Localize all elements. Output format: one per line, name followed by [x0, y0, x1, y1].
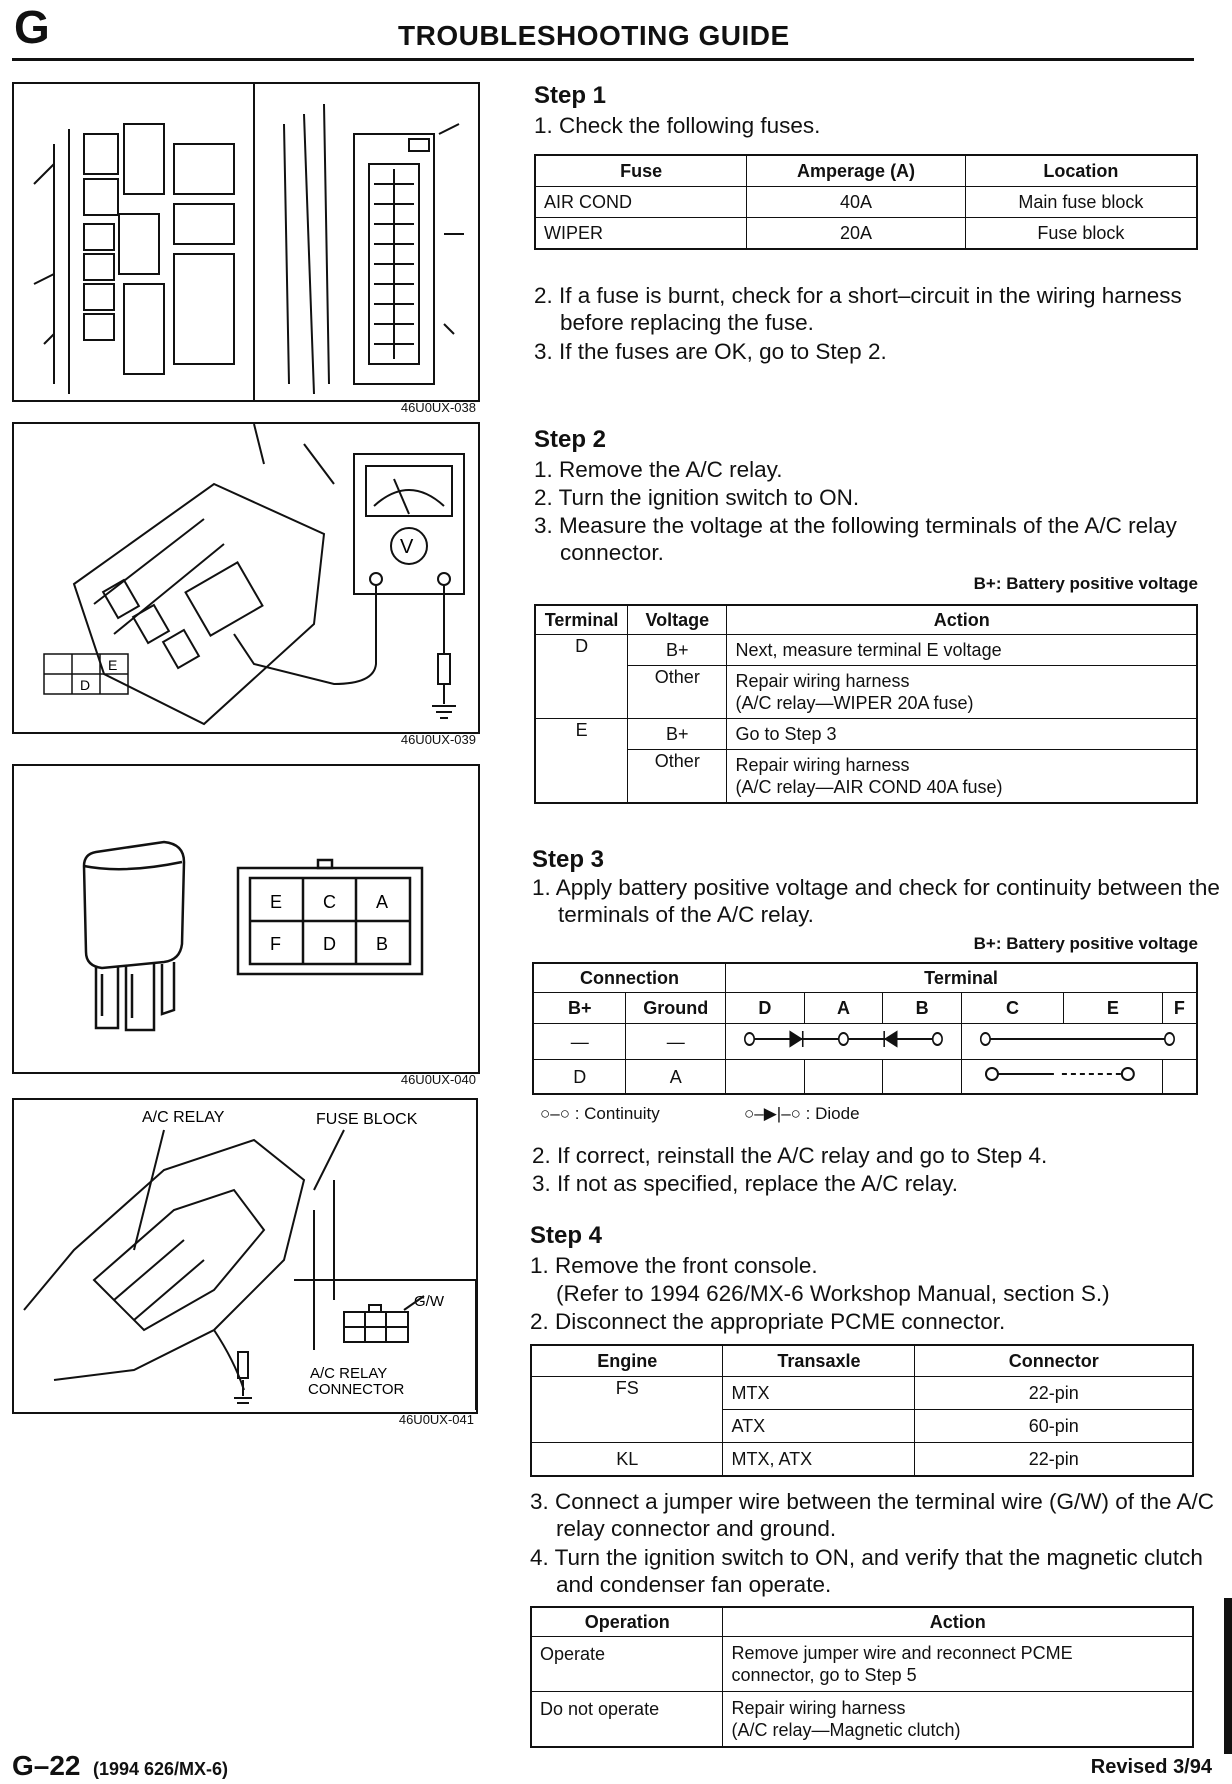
action-line-2: (A/C relay—Magnetic clutch)	[731, 1720, 961, 1740]
action-col-header: Action	[723, 1607, 1193, 1637]
transaxle-cell: MTX, ATX	[723, 1443, 915, 1477]
terminal-a-label: A	[376, 892, 389, 912]
step-4-line-3: 3. Connect a jumper wire between the terminal wire (G/W) of the A/C relay connector and ground.	[530, 1489, 1215, 1541]
ac-relay-label: A/C RELAY	[142, 1109, 225, 1126]
operation-table-header	[531, 1607, 1193, 1637]
terminal-d-label: D	[323, 934, 336, 954]
voltage-table-header	[535, 605, 1197, 635]
revision-label: Revised 3/94	[1090, 1756, 1212, 1778]
model-label: (1994 626/MX-6)	[92, 1759, 229, 1779]
table-row	[535, 666, 1197, 719]
pcme-connector-table	[530, 1344, 1194, 1477]
step-1-heading: Step 1	[534, 82, 607, 109]
action-line-1: Repair wiring harness	[735, 755, 910, 775]
voltage-col-header: Voltage	[628, 605, 727, 635]
action-cell	[727, 666, 1197, 719]
continuity-line-icon	[962, 1060, 1162, 1088]
step-3-heading: Step 3	[532, 846, 605, 873]
voltage-cell: B+	[628, 719, 727, 750]
terminal-b-header: B	[883, 993, 962, 1024]
step-4-heading: Step 4	[530, 1222, 603, 1249]
figure-voltage-measure	[12, 422, 480, 734]
step-4-line-2: 2. Disconnect the appropriate PCME connector.	[530, 1309, 1006, 1334]
empty-cell	[883, 1060, 962, 1095]
connector-cell: 22-pin	[915, 1377, 1193, 1410]
step-3-line-2: 2. If correct, reinstall the A/C relay and go to Step 4.	[532, 1143, 1048, 1168]
diode-symbol-cell	[726, 1024, 962, 1060]
continuity-legend: ○–○ : Continuity	[540, 1104, 660, 1123]
engine-cell: KL	[531, 1443, 723, 1477]
location-cell: Main fuse block	[965, 187, 1197, 218]
connector-cell: 60-pin	[915, 1410, 1193, 1443]
terminal-group-header: Terminal	[726, 963, 1197, 993]
voltage-cell: Other	[628, 666, 727, 719]
relay-location-illustration	[14, 1100, 476, 1412]
transaxle-cell: ATX	[723, 1410, 915, 1443]
section-letter: G	[14, 1, 50, 53]
action-line-1: Next, measure terminal E voltage	[735, 640, 1002, 660]
voltage-table	[534, 604, 1198, 804]
bplus-cell: —	[533, 1024, 626, 1060]
terminal-f-label: F	[270, 934, 281, 954]
figure-3-caption: 46U0UX-040	[400, 1072, 476, 1087]
voltmeter-v-label: V	[400, 536, 414, 558]
action-line-2: (A/C relay—WIPER 20A fuse)	[735, 693, 974, 713]
operation-col-header: Operation	[531, 1607, 723, 1637]
terminal-c-header: C	[961, 993, 1063, 1024]
terminal-e-label: E	[270, 892, 283, 912]
terminal-d-header: D	[726, 993, 805, 1024]
action-line-2: (A/C relay—AIR COND 40A fuse)	[735, 777, 1003, 797]
bplus-col-header: B+	[533, 993, 626, 1024]
step-2-line-2: 2. Turn the ignition switch to ON.	[534, 485, 860, 510]
step-4-line-4: 4. Turn the ignition switch to ON, and verify that the magnetic clutch and condenser fan operate.	[530, 1545, 1203, 1597]
fuse-block-label: FUSE BLOCK	[316, 1111, 418, 1128]
action-cell	[727, 719, 1197, 750]
action-cell	[727, 635, 1197, 666]
terminal-b-label: B	[376, 934, 389, 954]
operation-cell: Do not operate	[531, 1692, 723, 1748]
operation-table	[530, 1606, 1194, 1748]
table-row	[535, 750, 1197, 804]
amperage-cell: 40A	[747, 187, 965, 218]
fuse-name-cell: WIPER	[535, 218, 747, 250]
relay-illustration	[14, 766, 478, 1072]
relay-connector-label-1: A/C RELAY	[310, 1365, 388, 1382]
table-row	[531, 1377, 1193, 1410]
step-1-line-2: 2. If a fuse is burnt, check for a short–circuit in the wiring harness before replacing the fuse.	[534, 283, 1182, 335]
connector-label-e: E	[108, 657, 118, 673]
terminal-f-header: F	[1162, 993, 1197, 1024]
step-1-line-3: 3. If the fuses are OK, go to Step 2.	[534, 339, 887, 364]
terminal-col-header: Terminal	[535, 605, 628, 635]
connector-col-header: Connector	[915, 1345, 1193, 1377]
transaxle-col-header: Transaxle	[723, 1345, 915, 1377]
figure-4-caption: 46U0UX-041	[398, 1412, 474, 1427]
action-cell	[727, 750, 1197, 804]
table-row	[533, 1024, 1197, 1060]
diode-legend: ○–▶|–○ : Diode	[744, 1104, 860, 1123]
empty-cell	[726, 1060, 805, 1095]
action-line-1: Go to Step 3	[735, 724, 837, 744]
figure-fuse-block	[12, 82, 480, 402]
header-rule	[12, 58, 1194, 61]
step-3-bplus-note: B+: Battery positive voltage	[973, 934, 1198, 953]
operation-cell: Operate	[531, 1637, 723, 1692]
table-row	[535, 187, 1197, 218]
connector-cell: 22-pin	[915, 1443, 1193, 1477]
gw-wire-label: G/W	[414, 1293, 444, 1310]
engine-cell: FS	[531, 1377, 723, 1443]
ground-cell: —	[626, 1024, 726, 1060]
step-3-line-3: 3. If not as specified, replace the A/C relay.	[532, 1171, 959, 1196]
action-line-1: Repair wiring harness	[731, 1698, 906, 1718]
step-2-line-3: 3. Measure the voltage at the following terminals of the A/C relay connector.	[534, 513, 1177, 565]
transaxle-cell: MTX	[723, 1377, 915, 1410]
continuity-sub-header	[533, 993, 1197, 1024]
voltage-cell: B+	[628, 635, 727, 666]
empty-cell	[804, 1060, 883, 1095]
amperage-cell: 20A	[747, 218, 965, 250]
terminal-a-header: A	[804, 993, 883, 1024]
engine-col-header: Engine	[531, 1345, 723, 1377]
location-cell: Fuse block	[965, 218, 1197, 250]
table-row	[533, 1060, 1197, 1095]
table-row	[535, 218, 1197, 250]
voltage-cell: Other	[628, 750, 727, 804]
terminal-cell: E	[535, 719, 628, 804]
action-col-header: Action	[727, 605, 1197, 635]
table-row	[531, 1692, 1193, 1748]
step-4-line-1b: (Refer to 1994 626/MX-6 Workshop Manual, section S.)	[556, 1281, 1110, 1306]
empty-cell	[1162, 1060, 1197, 1095]
action-line-2: connector, go to Step 5	[731, 1665, 917, 1685]
page-title: TROUBLESHOOTING GUIDE	[398, 20, 790, 51]
terminal-cell: D	[535, 635, 628, 719]
figure-relay-terminals	[12, 764, 480, 1074]
terminal-e-header: E	[1064, 993, 1163, 1024]
figure-relay-location	[12, 1098, 478, 1414]
continuity-group-header	[533, 963, 1197, 993]
step-4-line-1: 1. Remove the front console.	[530, 1253, 818, 1278]
ground-cell: A	[626, 1060, 726, 1095]
step-1-line-1: 1. Check the following fuses.	[534, 113, 821, 138]
table-row	[531, 1637, 1193, 1692]
fuse-block-illustration	[14, 84, 478, 400]
action-cell	[723, 1637, 1193, 1692]
page-footer-left	[12, 1750, 228, 1782]
continuity-symbol-cell	[961, 1060, 1162, 1095]
action-line-1: Remove jumper wire and reconnect PCME	[731, 1643, 1073, 1663]
fuse-table-header	[535, 155, 1197, 187]
location-col-header: Location	[965, 155, 1197, 187]
table-row	[535, 719, 1197, 750]
fuse-col-header: Fuse	[535, 155, 747, 187]
step-2-heading: Step 2	[534, 426, 607, 453]
step-3-line-1: 1. Apply battery positive voltage and check for continuity between the terminals of the A/C relay.	[532, 875, 1220, 927]
bplus-cell: D	[533, 1060, 626, 1095]
pcme-table-header	[531, 1345, 1193, 1377]
ground-col-header: Ground	[626, 993, 726, 1024]
continuity-line-icon	[962, 1024, 1196, 1054]
fuse-table	[534, 154, 1198, 250]
step-2-line-1: 1. Remove the A/C relay.	[534, 457, 783, 482]
relay-connector-label-2: CONNECTOR	[308, 1381, 405, 1398]
diode-symbol-icon	[726, 1024, 961, 1054]
section-tab-bar	[1224, 1598, 1232, 1754]
connection-group-header: Connection	[533, 963, 726, 993]
figure-1-caption: 46U0UX-038	[400, 400, 476, 415]
action-cell	[723, 1692, 1193, 1748]
table-row	[531, 1443, 1193, 1477]
step-2-bplus-note: B+: Battery positive voltage	[973, 574, 1198, 593]
page-number: G–22	[12, 1750, 81, 1781]
action-line-1: Repair wiring harness	[735, 671, 910, 691]
figure-2-caption: 46U0UX-039	[400, 732, 476, 747]
amperage-col-header: Amperage (A)	[747, 155, 965, 187]
continuity-table	[532, 962, 1198, 1095]
terminal-c-label: C	[323, 892, 336, 912]
connector-label-d: D	[80, 677, 91, 693]
continuity-symbol-cell	[961, 1024, 1197, 1060]
table-row	[535, 635, 1197, 666]
voltmeter-illustration	[14, 424, 478, 732]
fuse-name-cell: AIR COND	[535, 187, 747, 218]
